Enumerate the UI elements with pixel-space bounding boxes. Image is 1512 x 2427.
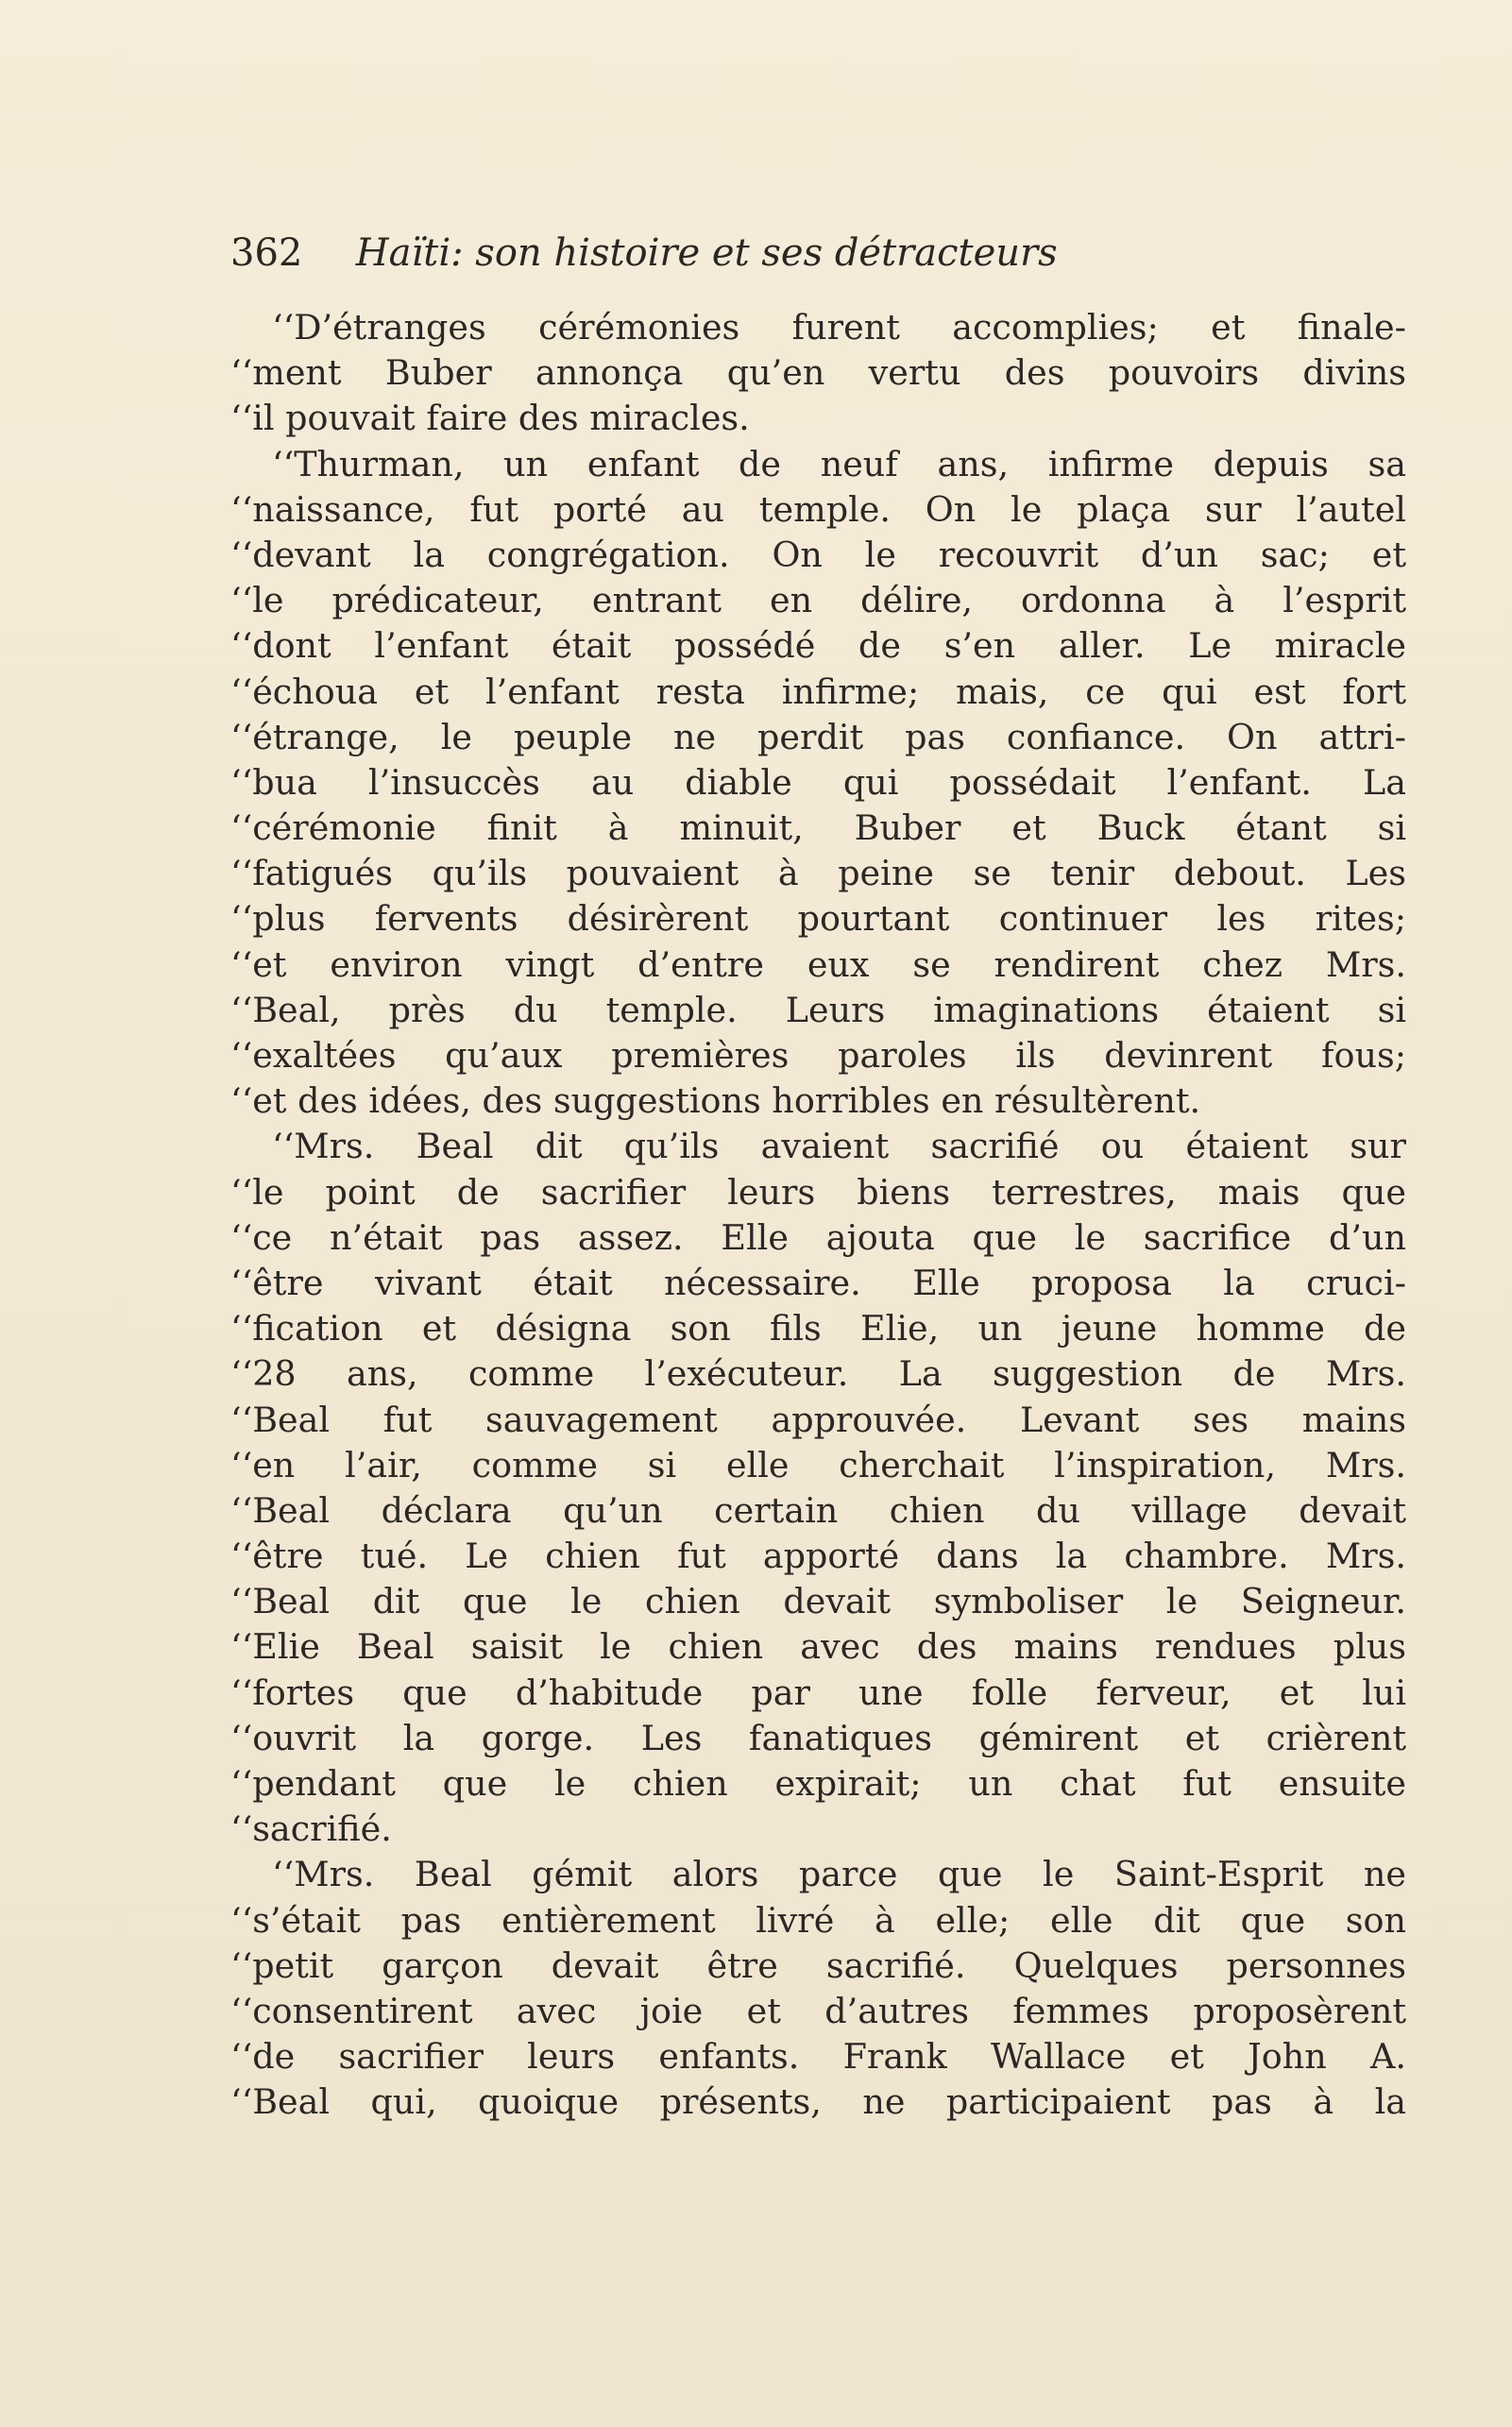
- text-line: ‘‘être vivant était nécessaire. Elle proposa la cruci-: [230, 1262, 1406, 1303]
- text-line: ‘‘28 ans, comme l’exécuteur. La suggestion de Mrs.: [230, 1353, 1406, 1395]
- body-text: [230, 305, 1406, 2126]
- text-line: ‘‘s’était pas entièrement livré à elle; elle dit que son: [230, 1899, 1406, 1941]
- text-line: ‘‘consentirent avec joie et d’autres femmes proposèrent: [230, 1990, 1406, 2031]
- text-line: ‘‘Mrs. Beal gémit alors parce que le Saint-Esprit ne: [272, 1854, 1406, 1895]
- text-line: ‘‘de sacrifier leurs enfants. Frank Wallace et John A.: [230, 2036, 1406, 2078]
- text-line: ‘‘Beal fut sauvagement approuvée. Levant ses mains: [230, 1399, 1406, 1440]
- text-line: ‘‘naissance, fut porté au temple. On le plaça sur l’autel: [230, 488, 1406, 530]
- text-line: ‘‘D’étranges cérémonies furent accomplies; et finale-: [272, 307, 1406, 348]
- text-line: ‘‘et environ vingt d’entre eux se rendirent chez Mrs.: [230, 943, 1406, 985]
- page-number: 362: [230, 231, 303, 275]
- text-line: ‘‘Thurman, un enfant de neuf ans, infirme depuis sa: [272, 443, 1406, 484]
- text-line: ‘‘Elie Beal saisit le chien avec des mains rendues plus: [230, 1626, 1406, 1668]
- text-line: ‘‘dont l’enfant était possédé de s’en aller. Le miracle: [230, 625, 1406, 667]
- text-line: ‘‘étrange, le peuple ne perdit pas confiance. On attri-: [230, 716, 1406, 757]
- text-line: ‘‘être tué. Le chien fut apporté dans la chambre. Mrs.: [230, 1536, 1406, 1577]
- text-line: ‘‘Mrs. Beal dit qu’ils avaient sacrifié ou étaient sur: [272, 1126, 1406, 1167]
- text-line: ‘‘échoua et l’enfant resta infirme; mais, ce qui est fort: [230, 670, 1406, 712]
- text-line: ‘‘Beal, près du temple. Leurs imaginations étaient si: [230, 989, 1406, 1030]
- text-line: ‘‘ment Buber annonça qu’en vertu des pouvoirs divins: [230, 352, 1406, 394]
- text-line: ‘‘fortes que d’habitude par une folle ferveur, et lui: [230, 1672, 1406, 1713]
- text-line: ‘‘pendant que le chien expirait; un chat fut ensuite: [230, 1763, 1406, 1804]
- text-line: ‘‘ce n’était pas assez. Elle ajouta que le sacrifice d’un: [230, 1216, 1406, 1258]
- text-line: ‘‘en l’air, comme si elle cherchait l’inspiration, Mrs.: [230, 1444, 1406, 1485]
- text-line: ‘‘fication et désigna son fils Elie, un jeune homme de: [230, 1308, 1406, 1349]
- text-line: ‘‘exaltées qu’aux premières paroles ils devinrent fous;: [230, 1035, 1406, 1076]
- text-line: ‘‘sacrifié.: [230, 1808, 392, 1850]
- text-line: ‘‘ouvrit la gorge. Les fanatiques gémirent et crièrent: [230, 1717, 1406, 1758]
- text-line: ‘‘et des idées, des suggestions horribles en résultèrent.: [230, 1080, 1201, 1122]
- text-line: ‘‘le prédicateur, entrant en délire, ordonna à l’esprit: [230, 580, 1406, 621]
- text-line: ‘‘Beal qui, quoique présents, ne participaient pas à la: [230, 2081, 1406, 2123]
- text-line: ‘‘Beal déclara qu’un certain chien du village devait: [230, 1489, 1406, 1531]
- text-line: ‘‘fatigués qu’ils pouvaient à peine se tenir debout. Les: [230, 853, 1406, 894]
- text-line: ‘‘Beal dit que le chien devait symboliser le Seigneur.: [230, 1581, 1406, 1622]
- text-line: ‘‘cérémonie finit à minuit, Buber et Buck étant si: [230, 807, 1406, 849]
- text-line: ‘‘devant la congrégation. On le recouvrit d’un sac; et: [230, 534, 1406, 575]
- text-line: ‘‘plus fervents désirèrent pourtant continuer les rites;: [230, 898, 1406, 940]
- running-title: Haïti: son histoire et ses détracteurs: [355, 231, 1058, 275]
- running-head: [230, 225, 1411, 281]
- text-line: ‘‘bua l’insuccès au diable qui possédait l’enfant. La: [230, 761, 1406, 803]
- text-line: ‘‘le point de sacrifier leurs biens terrestres, mais que: [230, 1171, 1406, 1213]
- text-line: ‘‘petit garçon devait être sacrifié. Quelques personnes: [230, 1944, 1406, 1986]
- text-line: ‘‘il pouvait faire des miracles.: [230, 398, 750, 439]
